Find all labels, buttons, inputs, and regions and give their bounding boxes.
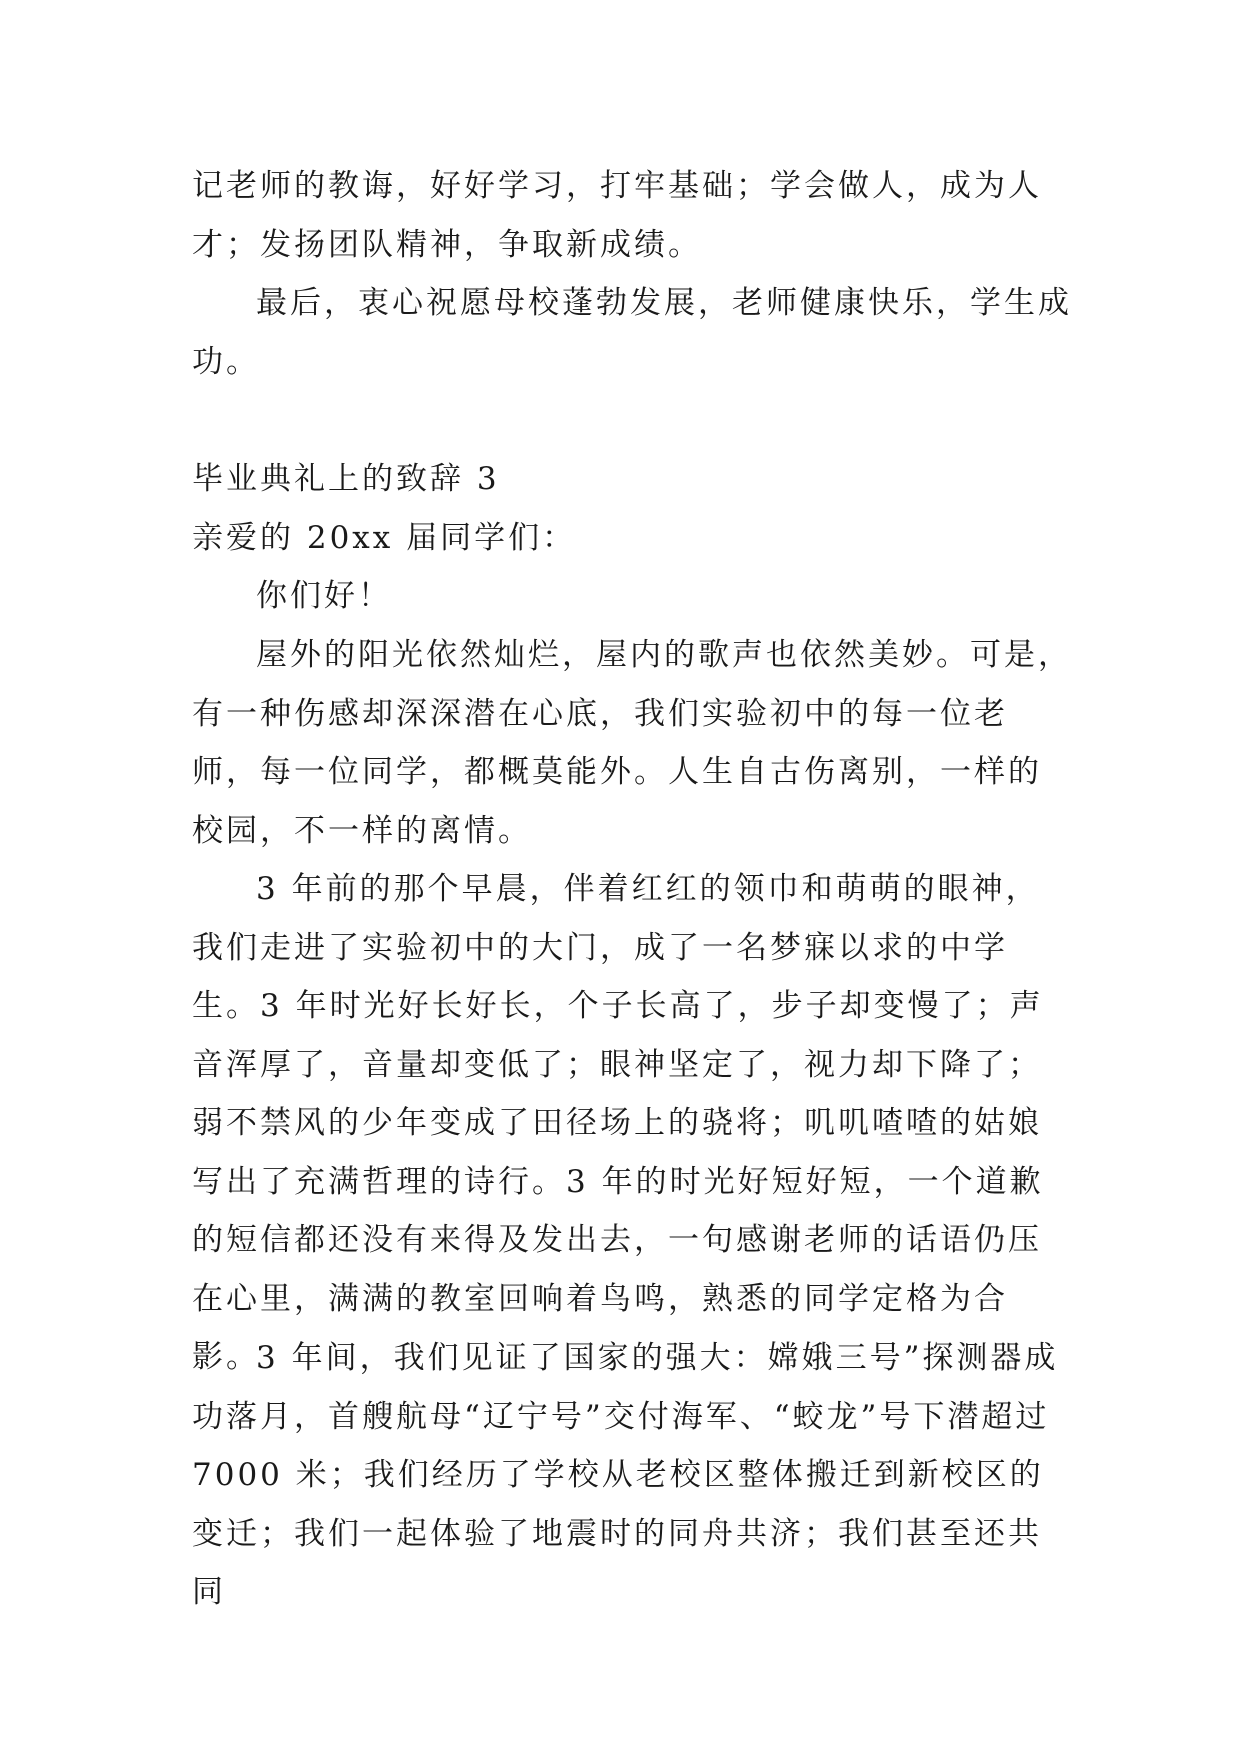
salutation: 亲爱的 20xx 届同学们： bbox=[192, 520, 577, 556]
paragraph-intro-end: 记老师的教诲，好好学习，打牢基础；学会做人，成为人才；发扬团队精神，争取新成绩。 bbox=[192, 168, 1042, 263]
section-title: 毕业典礼上的致辞 3 bbox=[192, 461, 500, 497]
paragraph-3: 3 年间，我们见证了国家的强大：嫦娥三号”探测器成功落月，首艘航母“辽宁号”交付海军、“蛟龙”号下潜超过 7000 米；我们经历了学校从老校区整体搬迁到新校区的变迁；我们一起体验了地震时的同舟共济；我们甚至还共同 bbox=[192, 1340, 1059, 1610]
paragraph-closing: 最后，衷心祝愿母校蓬勃发展，老师健康快乐，学生成功。 bbox=[192, 285, 1072, 380]
paragraph-2: 3 年前的那个早晨，伴着红红的领巾和萌萌的眼神，我们走进了实验初中的大门，成了一名梦寐以求的中学生。3 年时光好长好长，个子长高了，步子却变慢了；声音浑厚了，音量却变低了；眼神坚定了，视力却下降了；弱不禁风的少年变成了田径场上的骁将；叽叽喳喳的姑娘写出了充满哲理的诗行。3 年的时光好短好短，一个道歉的短信都还没有来得及发出去，一句感谢老师的话语仍压在心里，满满的教室回响着鸟鸣，熟悉的同学定格为合影。 bbox=[192, 871, 1044, 1375]
greeting: 你们好！ bbox=[256, 578, 392, 614]
paragraph-1: 屋外的阳光依然灿烂，屋内的歌声也依然美妙。可是，有一种伤感却深深潜在心底，我们实验初中的每一位老师，每一位同学，都概莫能外。人生自古伤离别，一样的校园，不一样的离情。 bbox=[192, 637, 1072, 849]
